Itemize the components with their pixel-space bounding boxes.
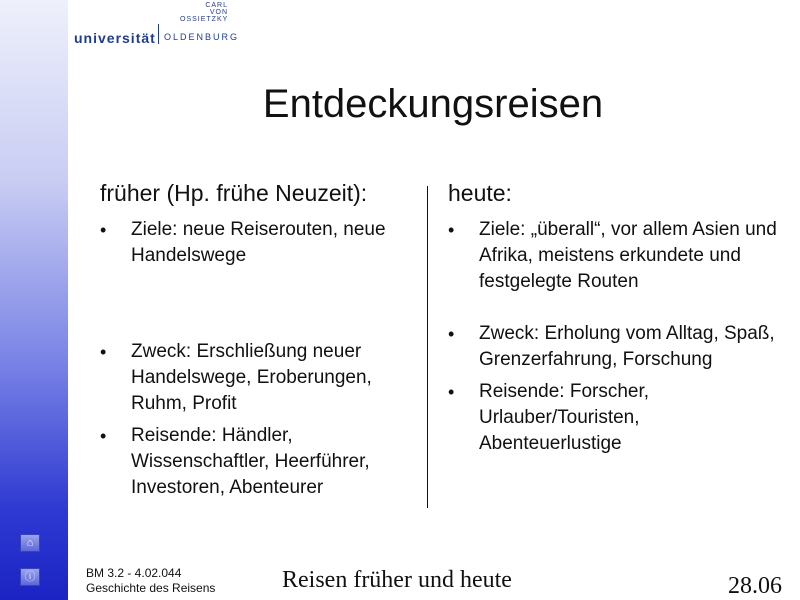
course-title: Geschichte des Reisens: [86, 581, 216, 595]
footer-date: 28.06: [728, 573, 782, 599]
right-bullet-list: [448, 217, 778, 457]
logo-small-text: CARL VON OSSIETZKY: [180, 2, 229, 23]
home-arrow-icon[interactable]: ⌂: [20, 534, 40, 552]
list-item: • Reisende: Forscher, Urlauber/Touristen, Abenteuerlustige: [448, 379, 778, 457]
left-bullet-list: [100, 217, 420, 501]
right-column: [448, 180, 778, 457]
course-info: [86, 566, 215, 596]
list-item: • Zweck: Erholung vom Alltag, Spaß, Grenzerfahrung, Forschung: [448, 321, 778, 373]
list-item: • Ziele: „überall“, vor allem Asien und Afrika, meistens erkundete und festgelegte Routen: [448, 217, 778, 295]
list-item: • Ziele: neue Reiserouten, neue Handelswege: [100, 217, 420, 269]
university-logo: [74, 2, 244, 46]
logo-main-text: universität: [74, 30, 156, 46]
left-column: [100, 180, 420, 501]
list-item: • Zweck: Erschließung neuer Handelswege, Eroberungen, Ruhm, Profit: [100, 339, 420, 417]
slide-title: Entdeckungsreisen: [262, 82, 604, 126]
left-column-heading: früher (Hp. frühe Neuzeit):: [100, 180, 368, 206]
logo-divider: [158, 24, 159, 44]
column-divider: [427, 186, 428, 508]
right-column-heading: heute:: [448, 180, 512, 206]
list-item: • Reisende: Händler, Wissenschaftler, Heerführer, Investoren, Abenteurer: [100, 423, 420, 501]
info-icon[interactable]: ⓘ: [20, 568, 40, 586]
footer-topic: Reisen früher und heute: [282, 567, 512, 593]
course-number: BM 3.2 - 4.02.044: [86, 566, 182, 580]
logo-city-text: OLDENBURG: [164, 32, 240, 42]
